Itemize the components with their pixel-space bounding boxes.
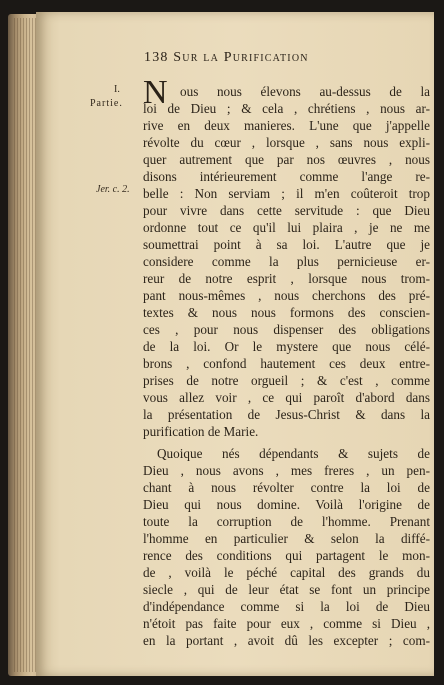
text-line: prises de notre orgueil ; & c'est , comme (143, 373, 430, 388)
text-line: d'indépendance comme si la loi de Dieu (143, 599, 430, 614)
margin-scripture-reference: Jer. c. 2. (96, 184, 130, 195)
text-line: ous nous élevons au-dessus de la (180, 84, 430, 99)
text-line: Dieu qui nous domine. Voilà l'origine de (143, 497, 430, 512)
text-line: textes & nous nous formons des conscien- (143, 305, 430, 320)
page-stack-lines (14, 18, 38, 672)
text-line: rive en deux manieres. L'une que j'appelle (143, 118, 430, 133)
text-line: toute la corruption de l'homme. Prenant (143, 514, 430, 529)
text-line: quer autrement que par nos œuvres , nous (143, 152, 430, 167)
text-line: révolte du cœur , lorsque , sans nous expli- (143, 135, 430, 150)
text-line: Dieu , nous avons , mes freres , un pen- (143, 463, 430, 478)
text-line: ces , pour nous dispenser des obligations (143, 322, 430, 337)
text-line: de , voilà le péché capital des grands du (143, 565, 430, 580)
text-line: l'homme en particulier & selon la diffé- (143, 531, 430, 546)
text-line: reur de notre esprit , lorsque nous trom- (143, 271, 430, 286)
text-line: n'étoit pas faite pour eux , comme si Dieu , (143, 616, 430, 631)
text-line: en la portant , avoit dû les excepter ; com- (143, 633, 430, 648)
margin-part-number: I. (114, 84, 120, 95)
text-line: considere comme la plus pernicieuse er- (143, 254, 430, 269)
text-line: de la loi. Or le mystere que nous célé- (143, 339, 430, 354)
page-sheet (36, 12, 434, 676)
text-line: vous allez voir , ce qui paroît d'abord dans (143, 390, 430, 405)
text-line: Quoique nés dépendants & sujets de (157, 446, 430, 461)
text-line: pant nous-mêmes , nous cherchons des pré- (143, 288, 430, 303)
text-line: rence des conditions qui partagent le mon- (143, 548, 430, 563)
running-head: 138 Sur la Purification (144, 50, 309, 65)
text-line: siecle , qui de leur état se font un principe (143, 582, 430, 597)
text-line: belle : Non serviam ; il m'en coûteroit trop (143, 186, 430, 201)
text-line: purification de Marie. (143, 424, 259, 439)
margin-part-label: Partie. (90, 98, 123, 109)
text-line: la présentation de Jesus-Christ & dans la (143, 407, 430, 422)
text-line: brons , confond hautement ces deux entre- (143, 356, 430, 371)
drop-initial: N (143, 74, 168, 111)
text-line: loi de Dieu ; & cela , chrétiens , nous ar- (143, 101, 430, 116)
text-line: pour vivre dans cette servitude : que Dieu (143, 203, 430, 218)
text-line: chant à nous révolter contre la loi de (143, 480, 430, 495)
text-line: disons intérieurement comme l'ange re- (143, 169, 430, 184)
text-line: ordonne tout ce qu'il lui plaira , je ne me (143, 220, 430, 235)
text-line: soumettrai point à sa loi. L'autre que je (143, 237, 430, 252)
